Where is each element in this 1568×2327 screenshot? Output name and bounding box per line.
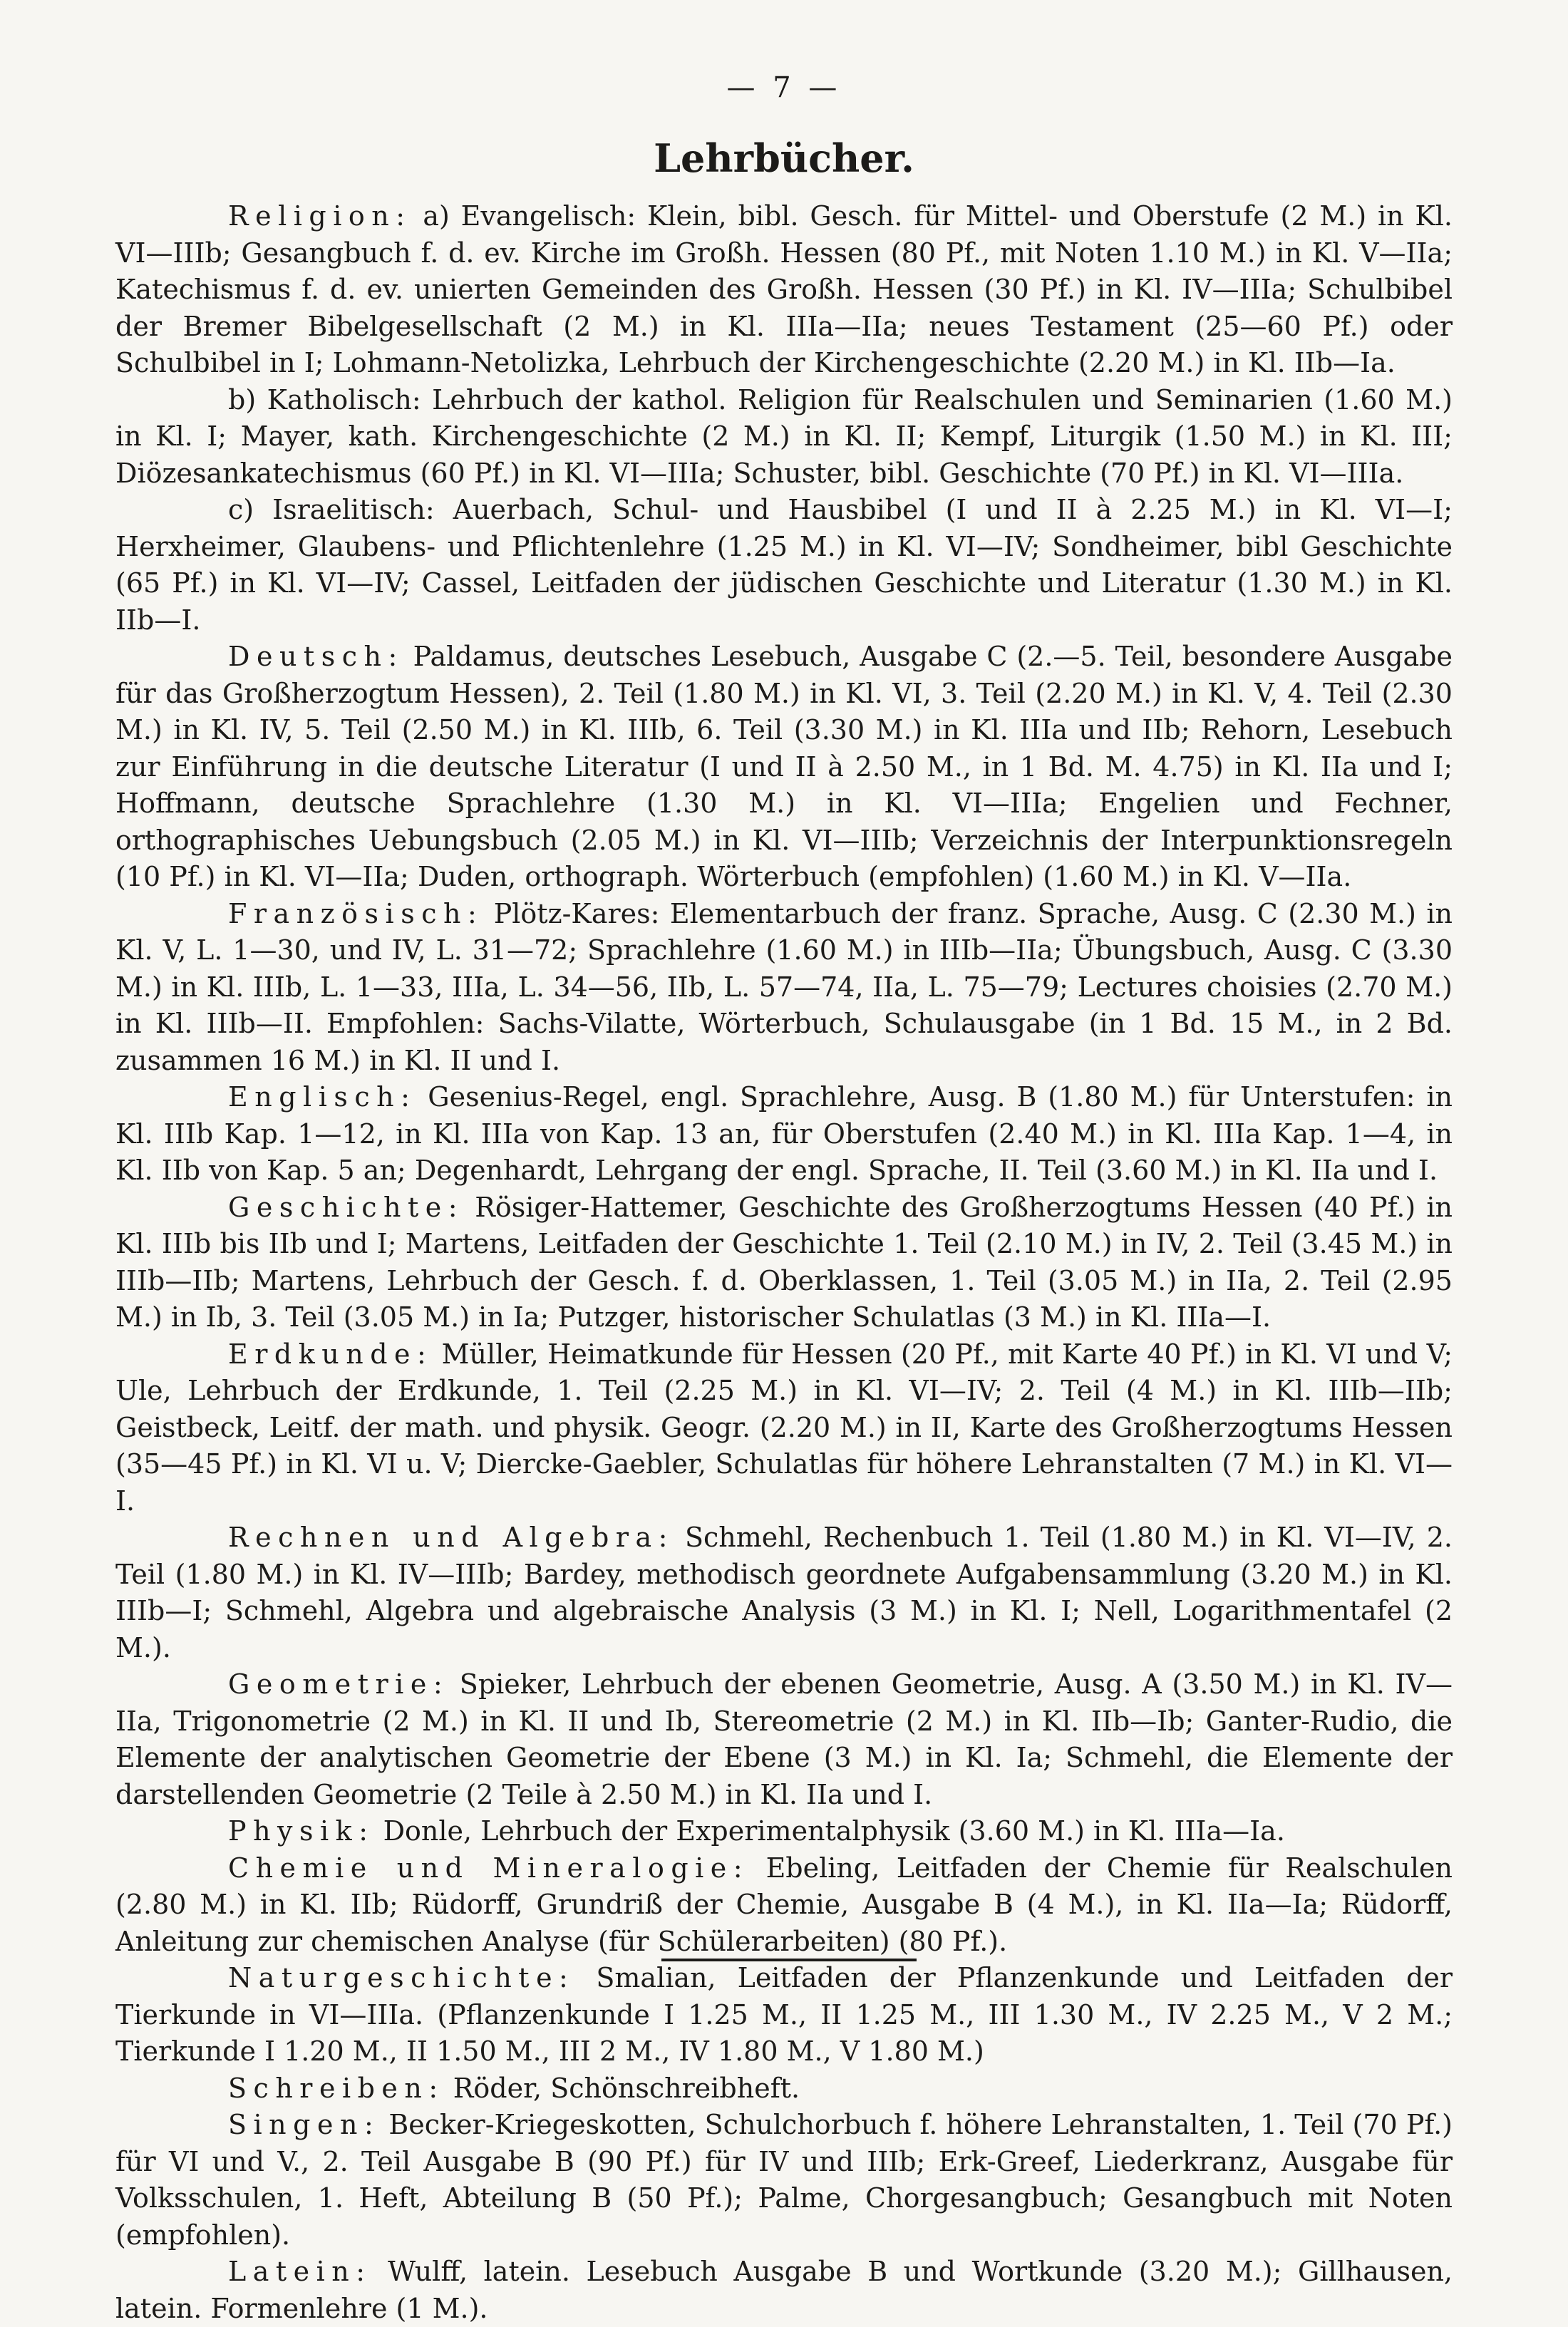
subject-label: Geometrie:: [228, 1668, 450, 1700]
subject-label: Englisch:: [228, 1081, 417, 1113]
page-title: Lehrbücher.: [654, 135, 914, 181]
paragraph-text: Paldamus, deutsches Lesebuch, Ausgabe C (2.—5. Teil, besondere Ausgabe für das Großherzogtum Hessen), 2. Teil (1.80 M.) in Kl. VI, 3. Teil (2.20 M.) in Kl. V, 4. Teil (2.30 M.) in Kl. IV, 5. Teil (2.50 M.) in Kl. IIIb, 6. Teil (3.30 M.) in Kl. IIIa und IIb; Rehorn, Lesebuch zur Einführung in die deutsche Literatur (I und II à 2.50 M., in 1 Bd. M. 4.75) in Kl. IIa und I; Hoffmann, deutsche Sprachlehre (1.30 M.) in Kl. VI—IIIa; Engelien und Fechner, orthographisches Uebungsbuch (2.05 M.) in Kl. VI—IIIb; Verzeichnis der Interpunktionsregeln (10 Pf.) in Kl. VI—IIa; Duden, orthograph. Wörterbuch (empfohlen) (1.60 M.) in Kl. V—IIa.: [115, 641, 1453, 892]
paragraph-franzoesisch: [115, 896, 1453, 1080]
subject-label: Französisch:: [228, 897, 484, 929]
page-number: — 7 —: [726, 71, 842, 104]
paragraph-naturgeschichte: [115, 1960, 1453, 2070]
textbook-list: [115, 198, 1453, 2327]
subject-label: Geschichte:: [228, 1191, 465, 1223]
paragraph-physik: [115, 1813, 1453, 1850]
paragraph-latein: [115, 2254, 1453, 2327]
paragraph-religion-catholic: [115, 382, 1453, 492]
paragraph-religion: [115, 198, 1453, 382]
paragraph-text: Plötz-Kares: Elementarbuch der franz. Sprache, Ausg. C (2.30 M.) in Kl. V, L. 1—30, und IV, L. 31—72; Sprachlehre (1.60 M.) in IIIb—IIa; Übungsbuch, Ausg. C (3.30 M.) in Kl. IIIb, L. 1—33, IIIa, L. 34—56, IIb, L. 57—74, IIa, L. 75—79; Lectures choisies (2.70 M.) in Kl. IIIb—II. Empfohlen: Sachs-Vilatte, Wörterbuch, Schulausgabe (in 1 Bd. 15 M., in 2 Bd. zusammen 16 M.) in Kl. II und I.: [115, 897, 1453, 1076]
subject-label: Erdkunde:: [228, 1338, 433, 1370]
end-rule-divider: [661, 1959, 917, 1961]
subject-label: Religion:: [228, 200, 412, 232]
paragraph-schreiben: [115, 2070, 1453, 2107]
paragraph-text: Gesenius-Regel, engl. Sprachlehre, Ausg. B (1.80 M.) für Unterstufen: in Kl. IIIb Kap. 1—12, in Kl. IIIa von Kap. 13 an, für Oberstufen (2.40 M.) in Kl. IIIa Kap. 1—4, in Kl. IIb von Kap. 5 an; Degenhardt, Lehrgang der engl. Sprache, II. Teil (3.60 M.) in Kl. IIa und I.: [115, 1081, 1453, 1186]
paragraph-geometrie: [115, 1666, 1453, 1813]
paragraph-rechnen: [115, 1519, 1453, 1666]
subject-label: Naturgeschichte:: [228, 1962, 575, 1993]
paragraph-text: Becker-Kriegeskotten, Schulchorbuch f. höhere Lehranstalten, 1. Teil (70 Pf.) für VI und V., 2. Teil Ausgabe B (90 Pf.) für IV und IIIb; Erk-Greef, Liederkranz, Ausgabe für Volksschulen, 1. Heft, Abteilung B (50 Pf.); Palme, Chorgesangbuch; Gesangbuch mit Noten (empfohlen).: [115, 2109, 1453, 2251]
subject-label: Latein:: [228, 2256, 372, 2287]
paragraph-text: Schmehl, Rechenbuch 1. Teil (1.80 M.) in Kl. VI—IV, 2. Teil (1.80 M.) in Kl. IV—IIIb; Bardey, methodisch geordnete Aufgabensammlung (3.20 M.) in Kl. IIIb—I; Schmehl, Algebra und algebraische Analysis (3 M.) in Kl. I; Nell, Logarithmentafel (2 M.).: [115, 1522, 1453, 1663]
paragraph-erdkunde: [115, 1336, 1453, 1520]
paragraph-text: Wulff, latein. Lesebuch Ausgabe B und Wortkunde (3.20 M.); Gillhausen, latein. Formenlehre (1 M.).: [115, 2256, 1453, 2324]
paragraph-religion-israelite: [115, 492, 1453, 639]
paragraph-deutsch: [115, 639, 1453, 896]
paragraph-text: a) Evangelisch: Klein, bibl. Gesch. für Mittel- und Oberstufe (2 M.) in Kl. VI—IIIb; Gesangbuch f. d. ev. Kirche im Großh. Hessen (80 Pf., mit Noten 1.10 M.) in Kl. V—IIa; Katechismus f. d. ev. unierten Gemeinden des Großh. Hessen (30 Pf.) in Kl. IV—IIIa; Schulbibel der Bremer Bibelgesellschaft (2 M.) in Kl. IIIa—IIa; neues Testament (25—60 Pf.) oder Schulbibel in I; Lohmann-Netolizka, Lehrbuch der Kirchengeschichte (2.20 M.) in Kl. IIb—Ia.: [115, 200, 1453, 378]
paragraph-text: c) Israelitisch: Auerbach, Schul- und Hausbibel (I und II à 2.25 M.) in Kl. VI—I; Herxheimer, Glaubens- und Pflichtenlehre (1.25 M.) in Kl. VI—IV; Sondheimer, bibl Geschichte (65 Pf.) in Kl. VI—IV; Cassel, Leitfaden der jüdischen Geschichte und Literatur (1.30 M.) in Kl. IIb—I.: [115, 494, 1453, 636]
paragraph-text: Rösiger-Hattemer, Geschichte des Großherzogtums Hessen (40 Pf.) in Kl. IIIb bis IIb und I; Martens, Leitfaden der Geschichte 1. Teil (2.10 M.) in IV, 2. Teil (3.45 M.) in IIIb—IIb; Martens, Lehrbuch der Gesch. f. d. Oberklassen, 1. Teil (3.05 M.) in IIa, 2. Teil (2.95 M.) in Ib, 3. Teil (3.05 M.) in Ia; Putzger, historischer Schulatlas (3 M.) in Kl. IIIa—I.: [115, 1191, 1453, 1333]
paragraph-text: Smalian, Leitfaden der Pflanzenkunde und Leitfaden der Tierkunde in VI—IIIa. (Pflanzenkunde I 1.25 M., II 1.25 M., III 1.30 M., IV 2.25 M., V 2 M.; Tierkunde I 1.20 M., II 1.50 M., III 2 M., IV 1.80 M., V 1.80 M.): [115, 1962, 1453, 2067]
subject-label: Singen:: [228, 2109, 381, 2140]
paragraph-englisch: [115, 1079, 1453, 1190]
subject-label: Deutsch:: [228, 641, 404, 672]
paragraph-text: b) Katholisch: Lehrbuch der kathol. Religion für Realschulen und Seminarien (1.60 M.) in Kl. I; Mayer, kath. Kirchengeschichte (2 M.) in Kl. II; Kempf, Liturgik (1.50 M.) in Kl. III; Diözesankatechismus (60 Pf.) in Kl. VI—IIIa; Schuster, bibl. Geschichte (70 Pf.) in Kl. VI—IIIa.: [115, 383, 1453, 489]
paragraph-singen: [115, 2107, 1453, 2254]
paragraph-chemie: [115, 1850, 1453, 1961]
paragraph-text: Donle, Lehrbuch der Experimentalphysik (3.60 M.) in Kl. IIIa—Ia.: [374, 1815, 1285, 1847]
paragraph-text: Müller, Heimatkunde für Hessen (20 Pf., mit Karte 40 Pf.) in Kl. VI und V; Ule, Lehrbuch der Erdkunde, 1. Teil (2.25 M.) in Kl. VI—IV; 2. Teil (4 M.) in Kl. IIIb—IIb; Geistbeck, Leitf. der math. und physik. Geogr. (2.20 M.) in II, Karte des Großherzogtums Hessen (35—45 Pf.) in Kl. VI u. V; Diercke-Gaebler, Schulatlas für höhere Lehranstalten (7 M.) in Kl. VI—I.: [115, 1338, 1453, 1517]
paragraph-text: Ebeling, Leitfaden der Chemie für Realschulen (2.80 M.) in Kl. IIb; Rüdorff, Grundriß der Chemie, Ausgabe B (4 M.), in Kl. IIa—Ia; Rüdorff, Anleitung zur chemischen Analyse (für Schülerarbeiten) (80 Pf.).: [115, 1852, 1453, 1957]
subject-label: Rechnen und Algebra:: [228, 1522, 674, 1553]
subject-label: Schreiben:: [228, 2072, 445, 2104]
paragraph-text: Spieker, Lehrbuch der ebenen Geometrie, Ausg. A (3.50 M.) in Kl. IV—IIa, Trigonometrie (2 M.) in Kl. II und Ib, Stereometrie (2 M.) in Kl. IIb—Ib; Ganter-Rudio, die Elemente der analytischen Geometrie der Ebene (3 M.) in Kl. Ia; Schmehl, die Elemente der darstellenden Geometrie (2 Teile à 2.50 M.) in Kl. IIa und I.: [115, 1668, 1453, 1810]
paragraph-text: Röder, Schönschreibheft.: [444, 2072, 800, 2104]
subject-label: Chemie und Mineralogie:: [228, 1852, 750, 1884]
subject-label: Physik:: [228, 1815, 375, 1847]
paragraph-geschichte: [115, 1190, 1453, 1336]
